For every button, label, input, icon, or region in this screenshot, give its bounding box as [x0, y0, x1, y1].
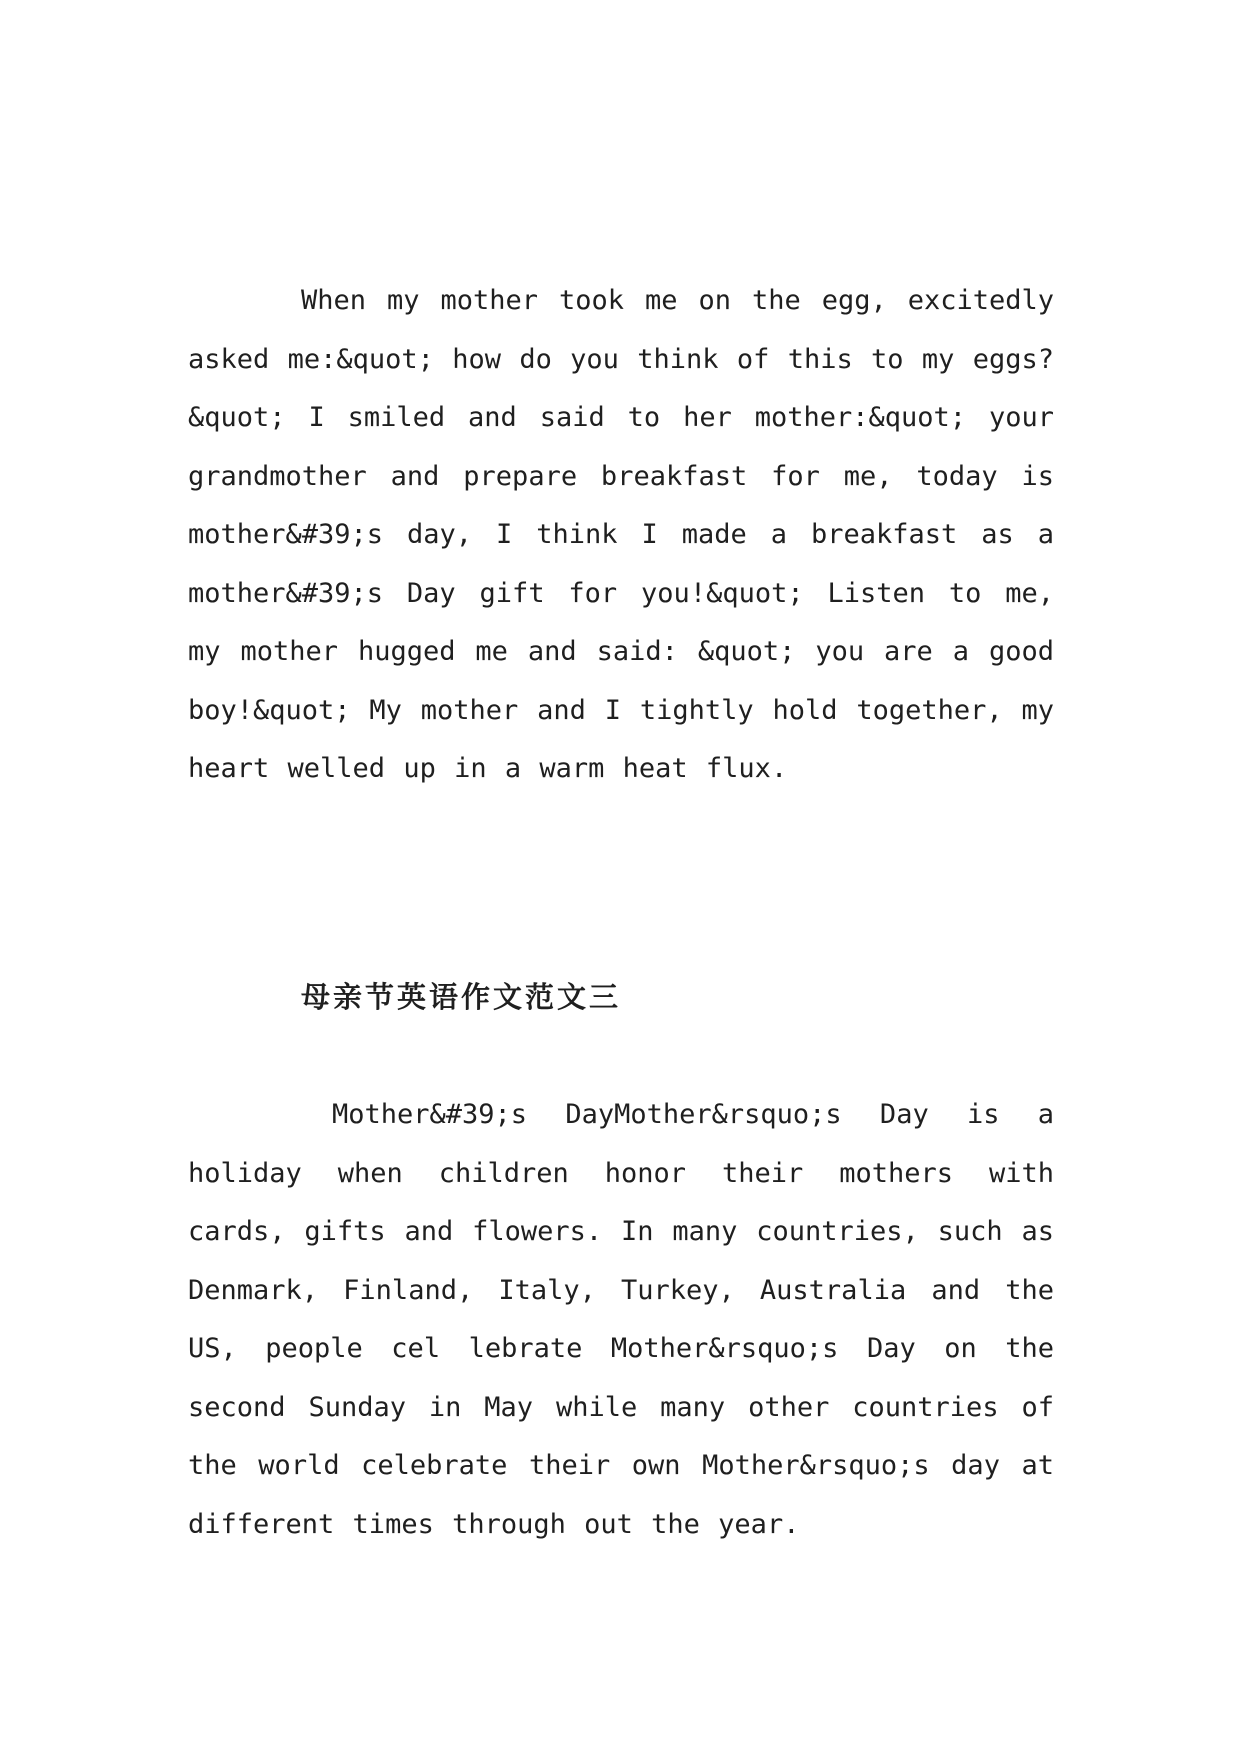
- section-heading: 母亲节英语作文范文三: [301, 980, 622, 1014]
- paragraph-story: When my mother took me on the egg, excitedly asked me:&quot; how do you think of this to my eggs?&quot; I smiled and said to her mother:&quot; your grandmother and prepare breakfast for me, today is mother&#39;s day, I think I made a breakfast as a mother&#39;s Day gift for you!&quot; Listen to me, my mother hugged me and said: &quot; you are a good boy!&quot; My mother and I tightly hold together, my heart welled up in a warm heat flux.: [188, 285, 1054, 784]
- paragraph-mothers-day: Mother&#39;s DayMother&rsquo;s Day is a holiday when children honor their mothers with cards, gifts and flowers. In many countries, such as Denmark, Finland, Italy, Turkey, Australia and the US, people cel lebrate Mother&rsquo;s Day on the second Sunday in May while many other countries of the world celebrate their own Mother&rsquo;s day at different times through out the year.: [188, 1099, 1054, 1540]
